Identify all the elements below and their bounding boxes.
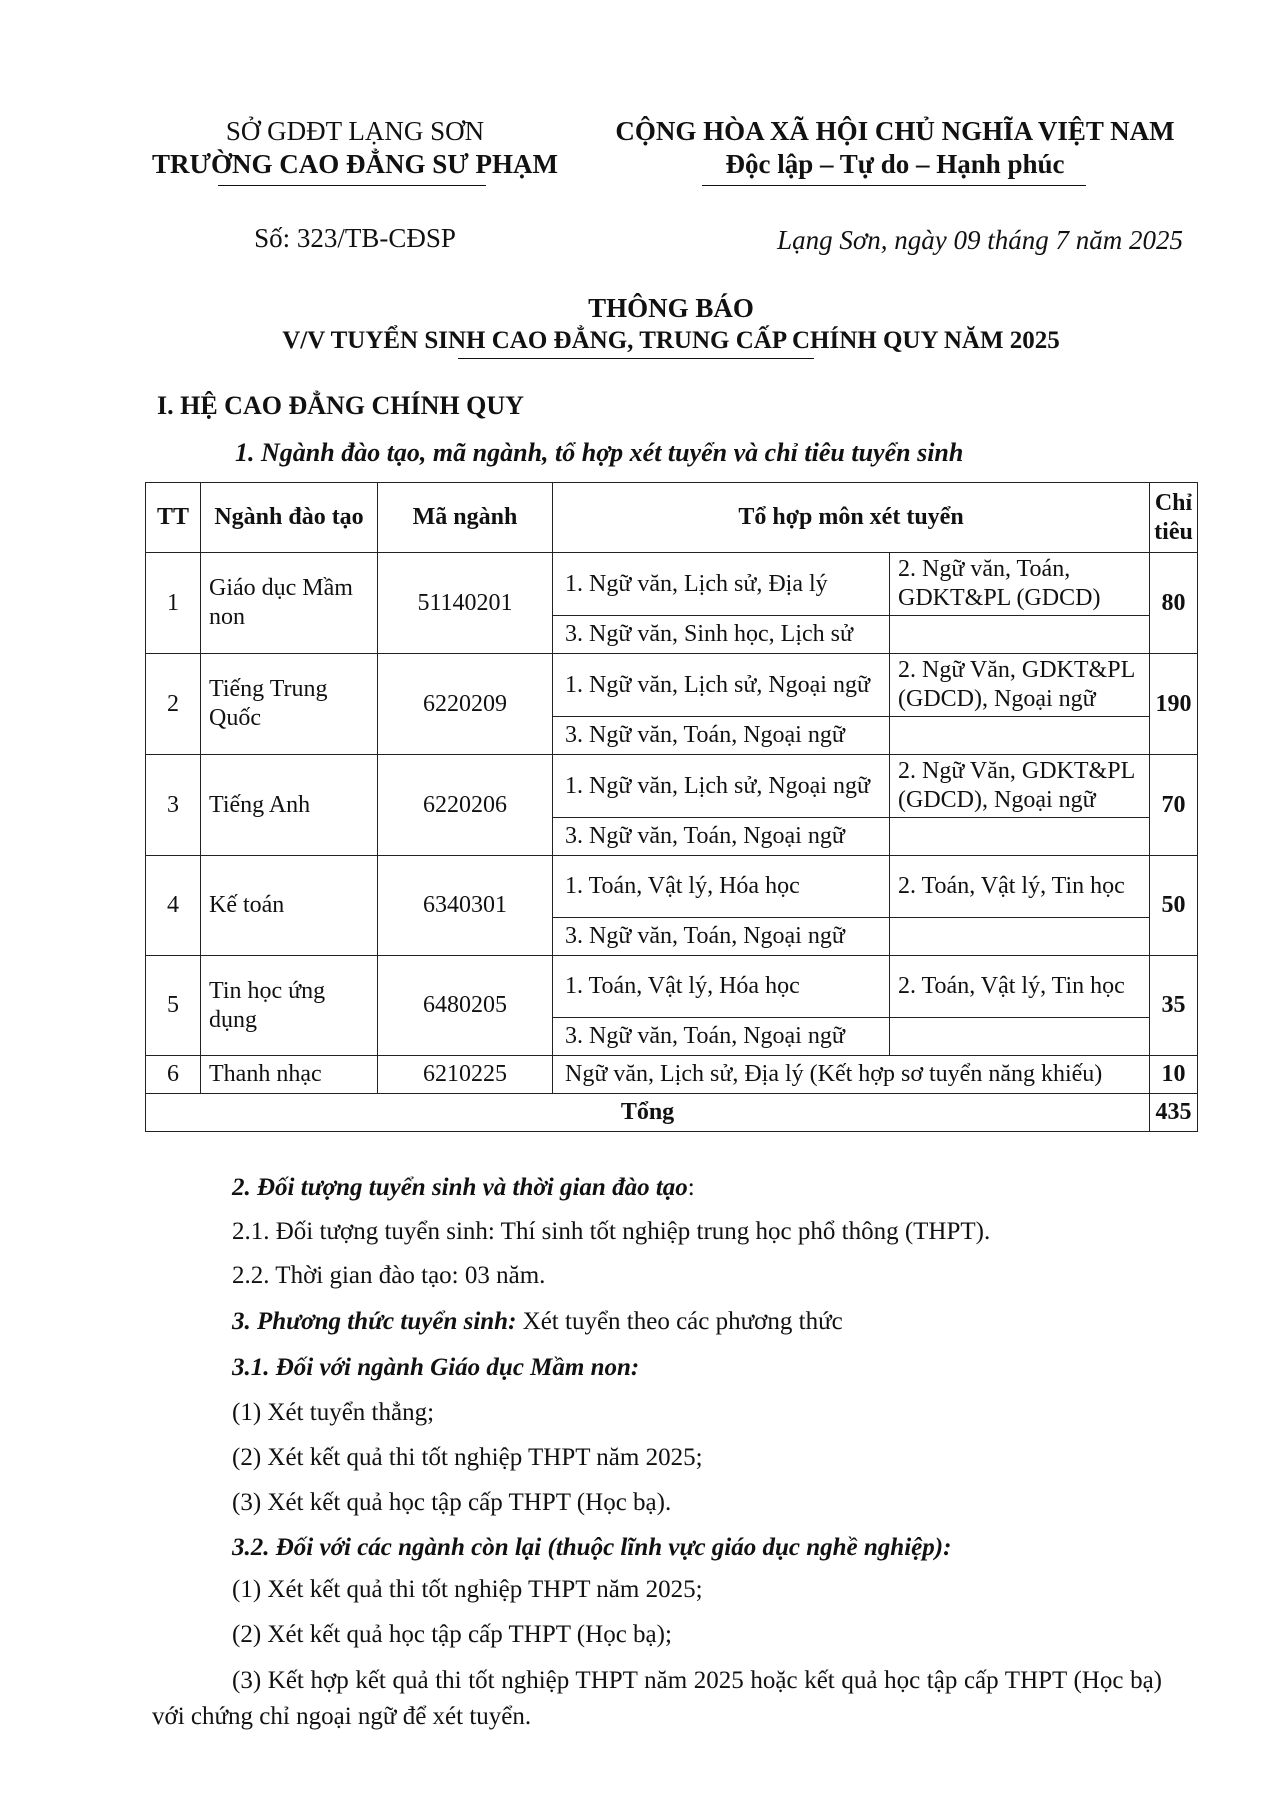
motto: Độc lập – Tự do – Hạnh phúc (725, 149, 1065, 179)
cell-quota: 70 (1150, 755, 1198, 856)
cell-combo-2: 2. Ngữ Văn, GDKT&PL (GDCD), Ngoại ngữ (890, 755, 1150, 818)
section2-heading-text: 2. Đối tượng tuyển sinh và thời gian đào tạo (232, 1174, 688, 1201)
cell-combo-1: 1. Toán, Vật lý, Hóa học (553, 856, 890, 918)
cell-combo-1: 1. Ngữ văn, Lịch sử, Ngoại ngữ (553, 755, 890, 818)
subsection-heading: 1. Ngành đào tạo, mã ngành, tổ hợp xét tuyển và chỉ tiêu tuyển sinh (235, 438, 964, 467)
cell-combo-3: 3. Ngữ văn, Toán, Ngoại ngữ (553, 818, 890, 856)
notice-subject: V/V TUYỂN SINH CAO ĐẲNG, TRUNG CẤP CHÍNH QUY NĂM 2025 (282, 327, 1060, 354)
org-parent: SỞ GDĐT LẠNG SƠN (225, 116, 485, 146)
cell-empty (890, 616, 1150, 654)
cell-quota: 50 (1150, 856, 1198, 956)
cell-tt: 6 (146, 1056, 201, 1094)
cell-combo-3: 3. Ngữ văn, Sinh học, Lịch sử (553, 616, 890, 654)
table-header-row (146, 483, 1198, 553)
cell-combo-2: 2. Toán, Vật lý, Tin học (890, 856, 1150, 918)
table-row (146, 1056, 1198, 1094)
section3-heading-bold: 3. Phương thức tuyển sinh: (232, 1308, 517, 1335)
org-underline (218, 185, 486, 186)
section2-item-1: 2.1. Đối tượng tuyển sinh: Thí sinh tốt nghiệp trung học phổ thông (THPT). (232, 1218, 991, 1245)
cell-combo-3: 3. Ngữ văn, Toán, Ngoại ngữ (553, 1018, 890, 1056)
notice-title: THÔNG BÁO (588, 293, 754, 323)
header-tt: TT (146, 483, 201, 553)
cell-tt: 4 (146, 856, 201, 956)
section-heading: I. HỆ CAO ĐẲNG CHÍNH QUY (157, 391, 524, 420)
cell-combo-2: 2. Ngữ văn, Toán, GDKT&PL (GDCD) (890, 553, 1150, 616)
header-code: Mã ngành (378, 483, 553, 553)
cell-tt: 5 (146, 956, 201, 1056)
cell-combo-2: 2. Ngữ Văn, GDKT&PL (GDCD), Ngoại ngữ (890, 654, 1150, 717)
cell-code: 6220206 (378, 755, 553, 856)
cell-major: Giáo dục Mầm non (201, 553, 378, 654)
document-number: Số: 323/TB-CĐSP (254, 223, 456, 253)
cell-tt: 1 (146, 553, 201, 654)
table-total-row (146, 1094, 1198, 1132)
nation-title: CỘNG HÒA XÃ HỘI CHỦ NGHĨA VIỆT NAM (615, 116, 1175, 146)
cell-combo-3: 3. Ngữ văn, Toán, Ngoại ngữ (553, 717, 890, 755)
section2-item-2: 2.2. Thời gian đào tạo: 03 năm. (232, 1262, 546, 1289)
cell-combo-1: 1. Toán, Vật lý, Hóa học (553, 956, 890, 1018)
header-combo: Tổ hợp môn xét tuyển (553, 483, 1150, 553)
section31-item-3: (3) Xét kết quả học tập cấp THPT (Học bạ). (232, 1489, 672, 1516)
section3-heading (232, 1306, 843, 1338)
cell-code: 6210225 (378, 1056, 553, 1094)
motto-underline (702, 185, 1086, 186)
section2-heading-colon: : (687, 1174, 695, 1201)
cell-major: Tiếng Anh (201, 755, 378, 856)
cell-major: Tin học ứng dụng (201, 956, 378, 1056)
cell-combo-3: 3. Ngữ văn, Toán, Ngoại ngữ (553, 918, 890, 956)
cell-quota: 190 (1150, 654, 1198, 755)
section32-heading: 3.2. Đối với các ngành còn lại (thuộc lĩnh vực giáo dục nghề nghiệp): (232, 1534, 952, 1561)
header-quota: Chỉ tiêu (1150, 483, 1198, 553)
table-row (146, 654, 1198, 717)
section32-item-1: (1) Xét kết quả thi tốt nghiệp THPT năm 2025; (232, 1576, 703, 1603)
cell-code: 6480205 (378, 956, 553, 1056)
org-name: TRƯỜNG CAO ĐẲNG SƯ PHẠM (152, 149, 558, 179)
total-value: 435 (1150, 1094, 1198, 1132)
cell-combo: Ngữ văn, Lịch sử, Địa lý (Kết hợp sơ tuyển năng khiếu) (553, 1056, 1150, 1094)
section32-item-3: (3) Kết hợp kết quả thi tốt nghiệp THPT năm 2025 hoặc kết quả học tập cấp THPT (Học bạ) với chứng chỉ ngoại ngữ để xét tuyển. (152, 1667, 1162, 1730)
cell-empty (890, 1018, 1150, 1056)
header-major: Ngành đào tạo (201, 483, 378, 553)
cell-tt: 2 (146, 654, 201, 755)
place-date: Lạng Sơn, ngày 09 tháng 7 năm 2025 (777, 225, 1183, 255)
admission-table (145, 482, 1198, 1132)
section2-heading (232, 1172, 695, 1204)
cell-empty (890, 818, 1150, 856)
cell-major: Tiếng Trung Quốc (201, 654, 378, 755)
section31-heading: 3.1. Đối với ngành Giáo dục Mầm non: (232, 1354, 640, 1381)
cell-tt: 3 (146, 755, 201, 856)
section31-item-2: (2) Xét kết quả thi tốt nghiệp THPT năm 2025; (232, 1444, 703, 1471)
section32-item-2: (2) Xét kết quả học tập cấp THPT (Học bạ); (232, 1621, 672, 1648)
cell-combo-1: 1. Ngữ văn, Lịch sử, Ngoại ngữ (553, 654, 890, 717)
cell-quota: 80 (1150, 553, 1198, 654)
section31-item-1: (1) Xét tuyển thẳng; (232, 1399, 435, 1426)
subject-underline (458, 358, 814, 359)
cell-code: 6340301 (378, 856, 553, 956)
table-row (146, 755, 1198, 818)
table-row (146, 553, 1198, 616)
total-label: Tổng (146, 1094, 1150, 1132)
section3-heading-rest: Xét tuyển theo các phương thức (516, 1308, 843, 1335)
table-row (146, 856, 1198, 918)
cell-combo-1: 1. Ngữ văn, Lịch sử, Địa lý (553, 553, 890, 616)
cell-code: 6220209 (378, 654, 553, 755)
cell-major: Thanh nhạc (201, 1056, 378, 1094)
cell-empty (890, 918, 1150, 956)
table-row (146, 956, 1198, 1018)
cell-quota: 35 (1150, 956, 1198, 1056)
cell-quota: 10 (1150, 1056, 1198, 1094)
cell-empty (890, 717, 1150, 755)
cell-combo-2: 2. Toán, Vật lý, Tin học (890, 956, 1150, 1018)
cell-code: 51140201 (378, 553, 553, 654)
cell-major: Kế toán (201, 856, 378, 956)
